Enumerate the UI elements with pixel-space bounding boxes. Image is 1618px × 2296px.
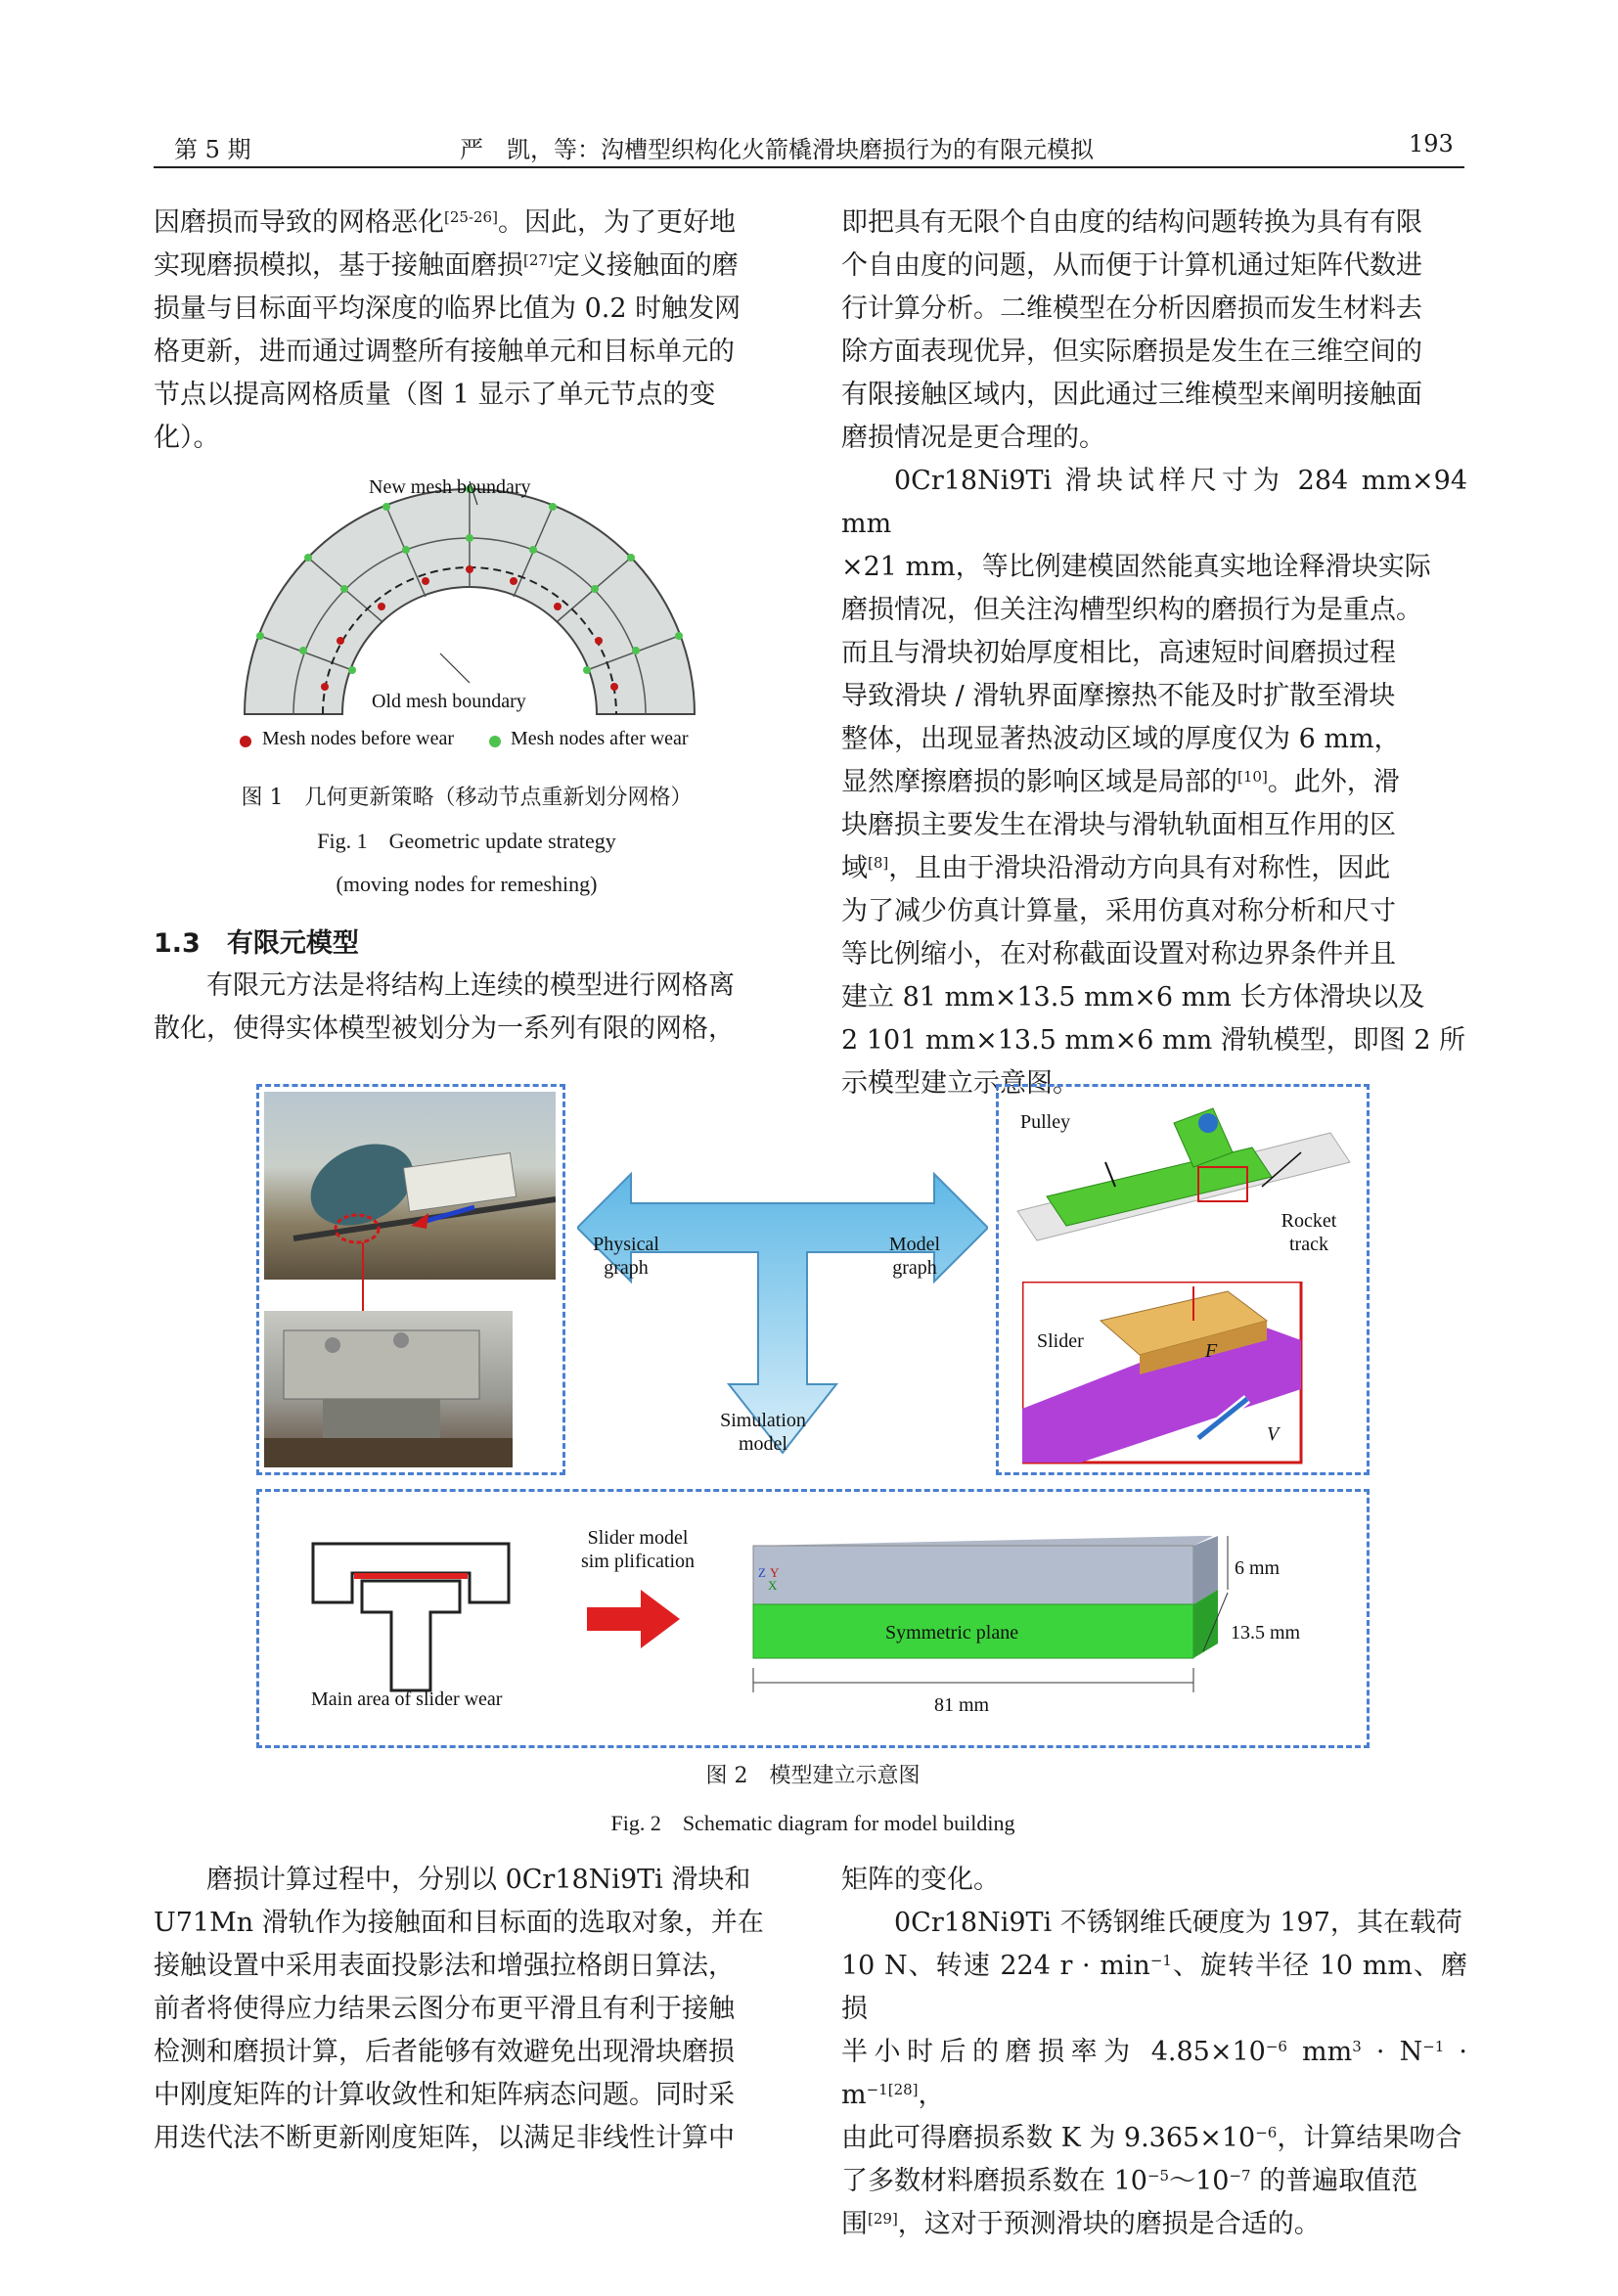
text-line: 前者将使得应力结果云图分布更平滑且有利于接触 <box>154 1994 735 2024</box>
text-line: 行计算分析。二维模型在分析因磨损而发生材料去 <box>841 293 1422 324</box>
page-number: 193 <box>1409 130 1454 158</box>
running-title: 严 凯，等：沟槽型织构化火箭橇滑块磨损行为的有限元模拟 <box>460 136 1094 163</box>
text-line: 格更新，进而通过调整所有接触单元和目标单元的 <box>154 337 735 367</box>
fig2-caption-en: Fig. 2 Schematic diagram for model building <box>610 1811 1015 1835</box>
slider-photo <box>264 1311 513 1467</box>
model-graph-label: Model graph <box>888 1234 941 1279</box>
axis-y-label: Y <box>770 1565 780 1580</box>
text-line: 磨损情况是更合理的。 <box>841 423 1105 453</box>
text-line: 因磨损而导致的网格恶化[25-26]。因此，为了更好地 <box>154 207 736 238</box>
text-line: 而且与滑块初始厚度相比，高速短时间磨损过程 <box>841 638 1396 668</box>
velocity-label: V <box>1267 1423 1280 1445</box>
legend-after-dot <box>489 736 501 747</box>
text-line: 围[29]，这对于预测滑块的磨损是合适的。 <box>841 2209 1321 2239</box>
simulation-model-label: Simulation model <box>720 1410 806 1455</box>
physical-graph-label: Physical graph <box>593 1234 659 1279</box>
text-line: 0Cr18Ni9Ti 不锈钢维氏硬度为 197，其在载荷 <box>894 1908 1462 1938</box>
text-line: 半小时后的磨损率为 $4.85\times 10^{-6}$ $mm^3 \cdot N^{-1} \cdot m^{-1[28]}$， <box>841 2037 1468 2110</box>
rocket-sled-photo <box>264 1092 556 1280</box>
text-line: U71Mn 滑轨作为接触面和目标面的选取对象，并在 <box>154 1908 764 1938</box>
text-line: 磨损计算过程中，分别以 0Cr18Ni9Ti 滑块和 <box>206 1865 751 1895</box>
slider-cross-section <box>303 1534 518 1705</box>
pulley-label: Pulley <box>1020 1111 1071 1133</box>
axis-x-label: X <box>768 1578 778 1593</box>
text-line: 为了减少仿真计算量，采用仿真对称分析和尺寸 <box>841 896 1396 926</box>
rocket-track-label: Rocket track <box>1281 1210 1337 1255</box>
photo-connector <box>362 1242 364 1311</box>
bottom-left-text <box>154 1859 780 2160</box>
old-boundary-label: Old mesh boundary <box>372 691 526 712</box>
text-line: 损量与目标面平均深度的临界比值为 0.2 时触发网 <box>154 293 742 324</box>
figure-1-diagram <box>225 470 734 763</box>
dimension-6mm: 6 mm <box>1235 1557 1281 1579</box>
text-line: 了多数材料磨损系数在 $10^{-5}\sim 10^{-7}$ 的普遍取值范 <box>841 2166 1418 2196</box>
text-line: 磨损情况，但关注沟槽型织构的磨损行为是重点。 <box>841 595 1422 625</box>
text-line: 矩阵的变化。 <box>841 1865 1000 1895</box>
fig1-caption-cn: 图 1 几何更新策略（移动节点重新划分网格） <box>241 786 693 810</box>
text-line: 检测和磨损计算，后者能够有效避免出现滑块磨损 <box>154 2037 735 2067</box>
fig1-caption-en: Fig. 1 Geometric update strategy <box>317 829 616 853</box>
text-line: 由此可得磨损系数 K 为 $9.365\times 10^{-6}$，计算结果吻合 <box>841 2123 1462 2153</box>
slider-label: Slider <box>1037 1330 1084 1352</box>
force-label: F <box>1205 1340 1218 1362</box>
text-line: 2 101 mm×13.5 mm×6 mm 滑轨模型，即图 2 所 <box>841 1025 1466 1056</box>
new-boundary-label: New mesh boundary <box>369 476 531 498</box>
simplification-arrow <box>587 1590 680 1648</box>
text-line: 实现磨损模拟，基于接触面磨损[27]定义接触面的磨 <box>154 250 739 281</box>
text-line: 用迭代法不断更新刚度矩阵，以满足非线性计算中 <box>154 2123 735 2153</box>
text-line: 域[8]，且由于滑块沿滑动方向具有对称性，因此 <box>841 853 1391 883</box>
fig1-caption-en-2: (moving nodes for remeshing) <box>336 872 598 896</box>
left-column-section-text <box>154 965 780 1051</box>
main-area-label: Main area of slider wear <box>311 1688 503 1710</box>
text-line: 0Cr18Ni9Ti 滑块试样尺寸为 284 mm×94 mm <box>841 466 1467 539</box>
text-line: 接触设置中采用表面投影法和增强拉格朗日算法， <box>154 1951 735 1981</box>
text-line: 中刚度矩阵的计算收敛性和矩阵病态问题。同时采 <box>154 2080 735 2110</box>
section-heading: 1.3 有限元模型 <box>154 928 359 959</box>
fig2-caption-cn: 图 2 模型建立示意图 <box>705 1764 921 1788</box>
text-line: ×21 mm，等比例建模固然能真实地诠释滑块实际 <box>841 552 1431 582</box>
simplification-label: Slider model sim plification <box>580 1527 696 1572</box>
text-line: 有限接触区域内，因此通过三维模型来阐明接触面 <box>841 380 1422 410</box>
header-rule <box>154 166 1464 168</box>
left-column-top <box>154 202 780 460</box>
legend-before-dot <box>240 736 251 747</box>
dimension-13-5mm: 13.5 mm <box>1231 1622 1301 1643</box>
symmetric-plane-label: Symmetric plane <box>885 1622 1019 1643</box>
text-line: 整体，出现显著热波动区域的厚度仅为 6 mm， <box>841 724 1401 754</box>
right-column-top <box>841 202 1467 1105</box>
text-line: 建立 81 mm×13.5 mm×6 mm 长方体滑块以及 <box>841 982 1425 1013</box>
text-line: 化）。 <box>154 423 220 453</box>
text-line: 有限元方法是将结构上连续的模型进行网格离 <box>206 970 735 1001</box>
bottom-right-text <box>841 1859 1467 2246</box>
axis-z-label: Z <box>758 1565 766 1580</box>
legend-before-label: Mesh nodes before wear <box>262 728 455 749</box>
legend-after-label: Mesh nodes after wear <box>511 728 689 749</box>
dimension-81mm: 81 mm <box>934 1694 990 1716</box>
text-line: 除方面表现优异，但实际磨损是发生在三维空间的 <box>841 337 1422 367</box>
text-line: 即把具有无限个自由度的结构问题转换为具有有限 <box>841 207 1422 238</box>
slider-detail <box>1022 1282 1306 1467</box>
text-line: 10 N、转速 224 $r \cdot \min^{-1}$、旋转半径 10 mm、磨损 <box>841 1951 1467 2024</box>
text-line: 导致滑块 / 滑轨界面摩擦热不能及时扩散至滑块 <box>841 681 1396 711</box>
journal-issue: 第 5 期 <box>174 136 251 163</box>
text-line: 显然摩擦磨损的影响区域是局部的[10]。此外，滑 <box>841 767 1400 797</box>
text-line: 示模型建立示意图。 <box>841 1068 1079 1099</box>
text-line: 等比例缩小，在对称截面设置对称边界条件并且 <box>841 939 1396 969</box>
text-line: 节点以提高网格质量（图 1 显示了单元节点的变 <box>154 380 716 410</box>
text-line: 散化，使得实体模型被划分为一系列有限的网格， <box>154 1013 735 1044</box>
text-line: 个自由度的问题，从而便于计算机通过矩阵代数进 <box>841 250 1422 281</box>
text-line: 块磨损主要发生在滑块与滑轨轨面相互作用的区 <box>841 810 1396 840</box>
